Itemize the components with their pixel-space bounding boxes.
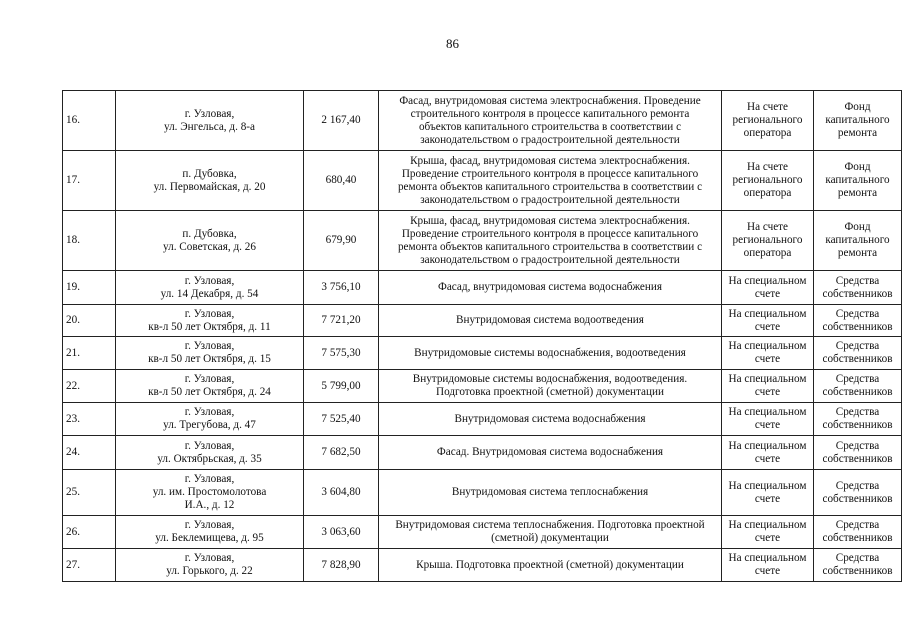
- cost-cell: 5 799,00: [304, 370, 379, 403]
- works-line: Фасад, внутридомовая система электроснабжения. Проведение: [399, 94, 701, 107]
- works-line: строительного контроля в процессе капитального ремонта: [410, 107, 690, 120]
- fund-line: ремонта: [837, 187, 878, 199]
- works-line: Внутридомовые системы водоснабжения, водоотведения.: [412, 373, 688, 385]
- account-line: На специальном: [728, 340, 807, 352]
- account-line: счете: [754, 320, 781, 333]
- account-cell: [722, 403, 814, 436]
- fund-line: собственников: [822, 419, 893, 431]
- table-row: [63, 211, 902, 271]
- account-line: счете: [754, 353, 781, 365]
- fund-cell: [814, 403, 902, 436]
- address-cell: [116, 271, 304, 305]
- account-cell: [722, 305, 814, 337]
- fund-line: Средства: [835, 479, 880, 492]
- fund-line: Средства: [835, 552, 880, 564]
- address-cell: [116, 305, 304, 337]
- table-row: [63, 370, 902, 403]
- account-line: На специальном: [728, 406, 807, 418]
- address-line: г. Узловая,: [184, 552, 235, 564]
- row-number: 17.: [63, 151, 116, 211]
- works-cell: [379, 516, 722, 549]
- table-row: [63, 151, 902, 211]
- row-number: 21.: [63, 337, 116, 370]
- works-line: (сметной) документации: [491, 532, 609, 544]
- works-line: законодательством о градостроительной деятельности: [420, 133, 680, 146]
- account-line: На специальном: [728, 552, 807, 564]
- account-line: На специальном: [728, 479, 807, 492]
- address-line: кв-л 50 лет Октября, д. 15: [148, 353, 271, 365]
- fund-cell: [814, 470, 902, 516]
- fund-line: Средства: [835, 439, 880, 452]
- works-cell: [379, 436, 722, 470]
- address-line: кв-л 50 лет Октября, д. 24: [148, 386, 271, 398]
- fund-line: Средства: [835, 373, 880, 385]
- fund-line: Фонд: [844, 101, 871, 113]
- works-cell: [379, 337, 722, 370]
- fund-line: капитального: [825, 174, 890, 186]
- address-cell: [116, 337, 304, 370]
- address-line: г. Узловая,: [184, 519, 235, 531]
- works-cell: [379, 403, 722, 436]
- row-number: 25.: [63, 470, 116, 516]
- table-row: [63, 549, 902, 582]
- fund-line: собственников: [822, 386, 893, 398]
- address-line: ул. им. Простомолотова: [152, 486, 267, 498]
- account-line: счете: [754, 532, 781, 544]
- account-cell: [722, 470, 814, 516]
- account-line: счете: [754, 565, 781, 577]
- cost-cell: 3 604,80: [304, 470, 379, 516]
- works-line: Подготовка проектной (сметной) документации: [436, 386, 664, 398]
- account-line: На специальном: [728, 274, 807, 287]
- fund-line: ремонта: [837, 247, 878, 259]
- address-cell: [116, 436, 304, 470]
- works-line: Крыша, фасад, внутридомовая система электроснабжения.: [410, 154, 690, 167]
- works-line: ремонта объектов капитального строительства в соответствии с: [397, 240, 703, 253]
- account-cell: [722, 516, 814, 549]
- fund-cell: [814, 516, 902, 549]
- works-cell: [379, 151, 722, 211]
- fund-line: собственников: [822, 532, 893, 544]
- fund-line: Средства: [835, 519, 880, 531]
- fund-line: Фонд: [844, 161, 871, 173]
- account-line: регионального: [732, 114, 803, 126]
- cost-cell: 7 682,50: [304, 436, 379, 470]
- cost-cell: 7 721,20: [304, 305, 379, 337]
- row-number: 20.: [63, 305, 116, 337]
- works-line: Проведение строительного контроля в процессе капитального: [401, 167, 699, 180]
- address-line: ул. Первомайская, д. 20: [153, 180, 266, 193]
- works-line: Внутридомовая система теплоснабжения. Подготовка проектной: [395, 519, 705, 531]
- address-line: кв-л 50 лет Октября, д. 11: [148, 320, 271, 333]
- cost-cell: 680,40: [304, 151, 379, 211]
- cost-cell: 7 575,30: [304, 337, 379, 370]
- row-number: 16.: [63, 91, 116, 151]
- table-row: [63, 91, 902, 151]
- works-cell: [379, 211, 722, 271]
- account-line: счете: [754, 419, 781, 431]
- address-line: ул. Беклемищева, д. 95: [155, 532, 264, 544]
- fund-line: Средства: [835, 307, 880, 320]
- address-line: г. Узловая,: [184, 274, 235, 287]
- table-row: [63, 403, 902, 436]
- fund-line: собственников: [822, 492, 893, 505]
- account-line: На счете: [746, 221, 789, 233]
- page-number: 86: [446, 36, 459, 51]
- fund-cell: [814, 211, 902, 271]
- works-cell: [379, 271, 722, 305]
- fund-cell: [814, 370, 902, 403]
- works-line: Проведение строительного контроля в процессе капитального: [401, 227, 699, 240]
- works-line: Внутридомовая система водоотведения: [456, 314, 644, 326]
- fund-line: собственников: [822, 452, 893, 465]
- cost-cell: 7 828,90: [304, 549, 379, 582]
- row-number: 27.: [63, 549, 116, 582]
- account-line: счете: [754, 386, 781, 398]
- row-number: 22.: [63, 370, 116, 403]
- fund-line: собственников: [822, 565, 893, 577]
- fund-cell: [814, 549, 902, 582]
- table-row: [63, 470, 902, 516]
- works-line: Фасад, внутридомовая система водоснабжения: [438, 281, 662, 293]
- account-line: оператора: [743, 127, 792, 139]
- account-line: На счете: [746, 101, 789, 113]
- address-cell: [116, 403, 304, 436]
- account-line: На специальном: [728, 373, 807, 385]
- account-cell: [722, 211, 814, 271]
- works-line: Внутридомовая система теплоснабжения: [451, 486, 649, 498]
- account-line: счете: [754, 492, 781, 505]
- account-cell: [722, 370, 814, 403]
- account-line: регионального: [732, 174, 803, 186]
- fund-cell: [814, 305, 902, 337]
- address-line: п. Дубовка,: [182, 227, 237, 240]
- account-cell: [722, 549, 814, 582]
- account-cell: [722, 436, 814, 470]
- works-cell: [379, 470, 722, 516]
- address-line: г. Узловая,: [184, 439, 235, 452]
- fund-cell: [814, 271, 902, 305]
- works-cell: [379, 549, 722, 582]
- address-line: г. Узловая,: [184, 406, 235, 418]
- address-line: г. Узловая,: [184, 373, 235, 385]
- account-line: счете: [754, 452, 781, 465]
- works-line: Крыша, фасад, внутридомовая система электроснабжения.: [410, 214, 690, 227]
- works-line: Фасад. Внутридомовая система водоснабжения: [436, 446, 664, 458]
- cost-cell: 2 167,40: [304, 91, 379, 151]
- address-line: ул. Октябрьская, д. 35: [157, 452, 262, 465]
- account-line: оператора: [743, 247, 792, 259]
- fund-line: собственников: [822, 287, 893, 300]
- cost-cell: 3 063,60: [304, 516, 379, 549]
- works-line: Внутридомовые системы водоснабжения, водоотведения: [414, 346, 686, 359]
- address-line: г. Узловая,: [184, 307, 235, 320]
- account-cell: [722, 271, 814, 305]
- address-cell: [116, 91, 304, 151]
- fund-line: капитального: [825, 114, 890, 126]
- account-line: регионального: [732, 234, 803, 246]
- account-cell: [722, 151, 814, 211]
- address-line: И.А., д. 12: [184, 499, 235, 511]
- address-line: ул. 14 Декабря, д. 54: [160, 287, 259, 300]
- works-cell: [379, 91, 722, 151]
- address-cell: [116, 549, 304, 582]
- fund-line: Средства: [835, 274, 880, 287]
- address-line: г. Узловая,: [184, 340, 235, 352]
- account-cell: [722, 91, 814, 151]
- address-line: п. Дубовка,: [182, 167, 237, 180]
- repair-table: [62, 90, 902, 582]
- fund-line: собственников: [822, 320, 893, 333]
- cost-cell: 679,90: [304, 211, 379, 271]
- table-row: [63, 305, 902, 337]
- address-cell: [116, 151, 304, 211]
- works-line: Внутридомовая система водоснабжения: [454, 412, 646, 425]
- works-line: Крыша. Подготовка проектной (сметной) документации: [416, 558, 684, 571]
- fund-line: Средства: [835, 406, 880, 418]
- fund-cell: [814, 91, 902, 151]
- address-line: ул. Энгельса, д. 8-а: [164, 120, 255, 133]
- row-number: 23.: [63, 403, 116, 436]
- account-line: счете: [754, 287, 781, 300]
- works-line: объектов капитального строительства в соответствии с: [418, 120, 682, 133]
- works-line: законодательством о градостроительной деятельности: [420, 253, 680, 266]
- works-line: законодательством о градостроительной деятельности: [420, 193, 680, 206]
- fund-line: капитального: [825, 234, 890, 246]
- address-cell: [116, 211, 304, 271]
- row-number: 26.: [63, 516, 116, 549]
- account-line: оператора: [743, 187, 792, 199]
- account-line: На специальном: [728, 307, 807, 320]
- table-row: [63, 436, 902, 470]
- fund-line: ремонта: [837, 127, 878, 139]
- cost-cell: 3 756,10: [304, 271, 379, 305]
- table-body: [63, 91, 902, 582]
- address-line: ул. Советская, д. 26: [163, 240, 256, 253]
- account-line: На специальном: [728, 519, 807, 531]
- account-line: На специальном: [728, 439, 807, 452]
- table-row: [63, 271, 902, 305]
- address-cell: [116, 470, 304, 516]
- works-cell: [379, 305, 722, 337]
- fund-line: собственников: [822, 353, 893, 365]
- works-cell: [379, 370, 722, 403]
- fund-cell: [814, 151, 902, 211]
- row-number: 24.: [63, 436, 116, 470]
- fund-cell: [814, 337, 902, 370]
- fund-cell: [814, 436, 902, 470]
- account-cell: [722, 337, 814, 370]
- cost-cell: 7 525,40: [304, 403, 379, 436]
- address-line: г. Узловая,: [184, 473, 235, 485]
- address-line: ул. Горького, д. 22: [166, 565, 253, 577]
- address-line: ул. Трегубова, д. 47: [163, 419, 256, 431]
- address-line: г. Узловая,: [184, 107, 235, 120]
- address-cell: [116, 370, 304, 403]
- works-line: ремонта объектов капитального строительства в соответствии с: [397, 180, 703, 193]
- account-line: На счете: [746, 161, 789, 173]
- address-cell: [116, 516, 304, 549]
- row-number: 19.: [63, 271, 116, 305]
- table-row: [63, 337, 902, 370]
- row-number: 18.: [63, 211, 116, 271]
- fund-line: Фонд: [844, 221, 871, 233]
- fund-line: Средства: [835, 340, 880, 352]
- table-row: [63, 516, 902, 549]
